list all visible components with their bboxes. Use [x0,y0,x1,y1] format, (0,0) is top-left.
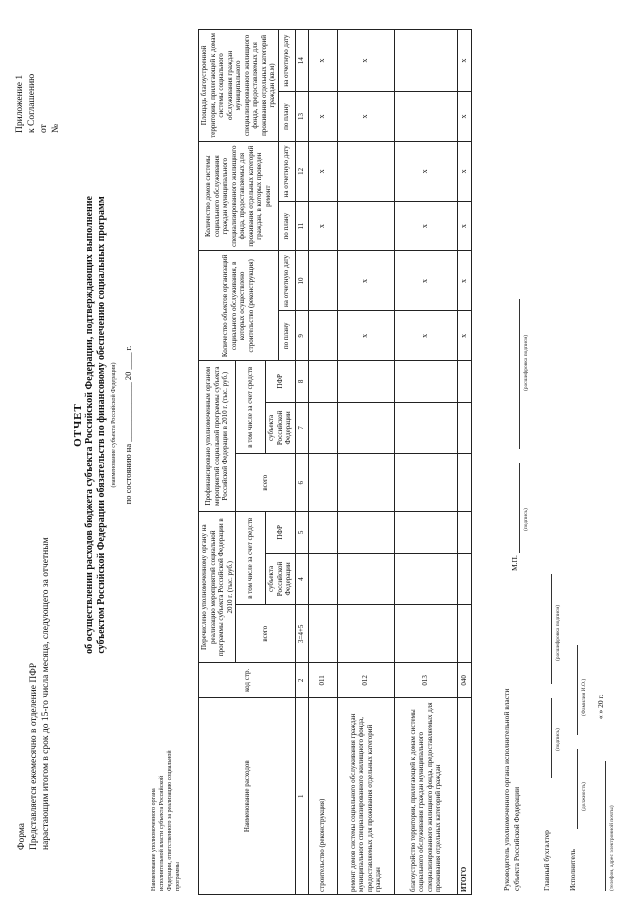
table-cell [308,553,337,605]
column-number: 10 [295,251,308,311]
subject-name-hint: (наименование субъекта Российской Федерации) [111,362,117,488]
table-cell [394,30,457,92]
authority-label-line: Федерации, ответственного за реализацию социальной [167,750,173,891]
col-header-subject-budget: субъекта Российской Федерации [265,402,295,454]
col-header-objects: Количество объектов организаций социального обслуживания, в которых осуществлено строительство (реконструкция) [199,251,279,361]
table-cell [457,361,471,402]
form-deadline-note: нарастающим итогом в срок до 15-го числа месяца, следующего за отчетным [41,537,51,850]
agreement-date-label: от [39,124,49,133]
phone-line [605,761,606,891]
col-header-by-plan: по плану [278,311,295,361]
table-cell [394,605,457,663]
accountant-signature-line [551,698,552,778]
table-row [337,30,394,895]
table-cell [308,605,337,663]
col-header-code: код стр. [199,663,296,698]
row-name: благоустройство территории, прилегающей к домам системы социального обслуживания граждан муниципального специализированного жилищного фонда, предоставляемых для проживания отдельных категорий граждан [394,698,457,895]
report-title: ОТЧЕТ [72,403,84,447]
table-cell [337,553,394,605]
table-cell [337,402,394,454]
authority-label-line: Наименование уполномоченного органа [151,788,157,891]
table-row [308,30,337,895]
authority-label-line: программы [175,862,181,891]
table-cell: x [457,92,471,142]
phone-hint: (телефон, адрес электронной почты) [609,805,615,891]
form-header [16,390,52,850]
stamp-mark: М.П. [510,555,519,571]
table-cell [308,402,337,454]
col-header-by-plan: по плану [278,201,295,251]
table-cell [337,512,394,553]
table-cell: x [308,30,337,92]
column-number: 12 [295,141,308,201]
col-header-financed: Профинансировано уполномоченным органом мероприятий социальной программы субъекта Российской Федерации в 2010 г. (тыс. руб.) [199,361,236,512]
executor-label: Исполнитель [568,849,577,891]
table-cell [308,251,337,311]
column-number: 4 [295,553,308,605]
table-cell [308,512,337,553]
col-header-homes: Количество домов системы социального обслуживания граждан муниципального специализированного жилищного фонда, предоставляемых для проживания отдельных категорий граждан, в которых проведен ремонт [199,141,279,251]
table-row-total [457,30,471,895]
table-cell [457,402,471,454]
row-code: 012 [337,663,394,698]
col-header-subject-budget: субъекта Российской Федерации [265,553,295,605]
appendix-label: Приложение 1 [15,74,25,133]
table-cell [337,361,394,402]
table-cell: x [394,141,457,201]
column-number: 3=4+5 [295,605,308,663]
table-cell: x [337,30,394,92]
table-cell: x [457,251,471,311]
signature-decode-line [519,299,520,449]
table-cell: x [457,30,471,92]
row-name: ремонт домов системы социального обслуживания граждан муниципального специализированного жилищного фонда, предоставляемых для проживания отдельных категорий граждан [337,698,394,895]
agreement-label: к Соглашению [27,73,37,133]
date-mark: « » 20 г. [596,694,605,720]
report-title-block [72,125,134,725]
form-label: Форма [17,822,27,850]
head-signature-label-2: субъекта Российской Федерации [512,786,521,891]
col-header-incl: в том числе за счет средств [236,512,266,605]
column-number: 9 [295,311,308,361]
table-cell [394,92,457,142]
column-number: 6 [295,454,308,512]
position-hint: (должность) [581,782,587,811]
column-number: 8 [295,361,308,402]
col-header-by-date: на отчетную дату [278,251,295,311]
table-cell [457,605,471,663]
executor-name-line [577,645,578,735]
signature-line [519,463,520,553]
table-cell [394,454,457,512]
col-header-pfr: ПФР [265,512,295,553]
table-cell [337,141,394,201]
table-cell: x [457,201,471,251]
table-cell [308,361,337,402]
col-header-by-plan: по плану [278,92,295,142]
decode-hint: (расшифровка подписи) [555,604,561,661]
column-number: 5 [295,512,308,553]
table-cell: x [457,141,471,201]
row-code: 040 [457,663,471,698]
table-cell: x [394,201,457,251]
row-name: строительство (реконструкция) [308,698,337,895]
table-row [394,30,457,895]
table-cell: x [457,311,471,361]
table-cell: x [308,141,337,201]
report-table [198,29,472,895]
fio-hint: (Фамилия И.О.) [581,678,587,716]
column-number: 1 [295,698,308,895]
table-cell [308,311,337,361]
row-name: ИТОГО [457,698,471,895]
signature-hint: (подпись) [555,728,561,751]
accountant-decode-line [551,574,552,684]
table-cell [394,512,457,553]
appendix-header [14,13,62,133]
column-number: 2 [295,663,308,698]
col-header-planned: Перечислено уполномоченному органу на реализацию мероприятий социальной программы субъекта Российской Федерации в 2010 г. (тыс. руб.) [199,512,236,663]
executor-position-line [577,749,578,829]
authority-label-line: исполнительной власти субъекта Российской [159,775,165,891]
col-header-total: всего [236,454,296,512]
form-submission-note: Представляется ежемесячно в отделение ПФР [29,663,39,850]
head-signature-label: Руководитель уполномоченного органа исполнительной власти [502,688,511,891]
table-cell [337,605,394,663]
column-numbers-row [295,30,308,895]
report-subtitle-2: субъектом Российской Федерации обязательств по финансовому обеспечению социальных программ [96,196,107,654]
column-number: 14 [295,30,308,92]
report-subtitle-1: об осуществлении расходов бюджета субъекта Российской Федерации, подтверждающих выполнение [84,196,95,654]
table-cell [394,402,457,454]
agreement-number-label: № [51,123,61,133]
table-cell [308,454,337,512]
decode-hint: (расшифровка подписи) [523,334,529,391]
col-header-total: всего [236,605,296,663]
table-cell: x [308,92,337,142]
table-cell [457,454,471,512]
col-header-name: Наименование расходов [199,698,296,895]
column-number: 11 [295,201,308,251]
table-cell: x [337,311,394,361]
row-code: 013 [394,663,457,698]
table-cell: x [337,251,394,311]
column-number: 13 [295,92,308,142]
col-header-incl: в том числе за счет средств [236,361,266,454]
table-cell [337,454,394,512]
authority-label [150,741,182,891]
chief-accountant-label: Главный бухгалтер [542,830,551,891]
report-date-line: по состоянию на ______________ 20 ____ г. [123,345,133,505]
table-cell [394,361,457,402]
col-header-pfr: ПФР [265,361,295,402]
col-header-by-date: на отчетную дату [278,141,295,201]
table-cell [337,201,394,251]
table-cell [394,553,457,605]
table-cell [457,553,471,605]
col-header-by-date: на отчетную дату [278,30,295,92]
table-cell: x [394,251,457,311]
signature-hint: (подпись) [523,508,529,531]
row-code: 011 [308,663,337,698]
table-cell: x [308,201,337,251]
column-number: 7 [295,402,308,454]
table-cell [457,512,471,553]
table-cell: x [394,311,457,361]
table-cell: x [337,92,394,142]
col-header-area: Площадь благоустроенной территории, прилегающей к домам системы социального обслуживания граждан муниципального специализированного жилищного фонда, предоставляемых для проживания отдельных категорий граждан (кв.м) [199,30,279,142]
